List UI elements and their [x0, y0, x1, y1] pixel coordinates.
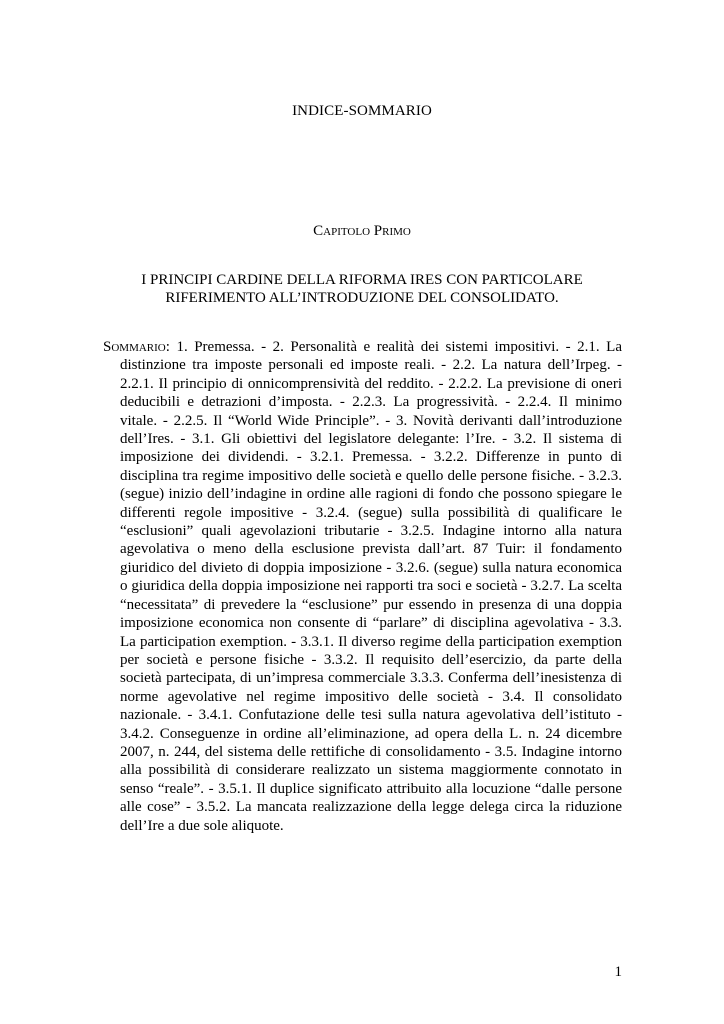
page-number: 1: [614, 964, 622, 980]
chapter-title-line-1: I PRINCIPI CARDINE DELLA RIFORMA IRES CON PARTICOLARE: [141, 272, 583, 288]
summary-text: 1. Premessa. - 2. Personalità e realità dei sistemi impositivi. - 2.1. La distinzione tra imposte personali ed imposte reali. - 2.2. La natura dell’Irpeg. - 2.2.1. Il principio di onnicomprensività del reddito. - 2.2.2. La previsione di oneri deducibili e detrazioni d’imposta. - 2.2.3. La progressività. - 2.2.4. Il minimo vitale. - 2.2.5. Il “World Wide Principle”. - 3. Novità derivanti dall’introduzione dell’Ires. - 3.1. Gli obiettivi del legislatore delegante: l’Ire. - 3.2. Il sistema di imposizione dei dividendi. - 3.2.1. Premessa. - 3.2.2. Differenze in punto di disciplina tra regime impositivo delle società e quello delle persone fisiche. - 3.2.3. (segue) inizio dell’indagine in ordine alle ragioni di fondo che possono spiegare le differenti regole impositive - 3.2.4. (segue) sulla possibilità di qualificare le “esclusioni” quali agevolazioni tributarie - 3.2.5. Indagine intorno alla natura agevolativa o meno della esclusione prevista dall’art. 87 Tuir: il fondamento giuridico del divieto di doppia imposizione - 3.2.6. (segue) sulla natura economica o giuridica della doppia imposizione nei rapporti tra soci e società - 3.2.7. La scelta “necessitata” di prevedere la “esclusione” pur essendo in presenza di una doppia imposizione economica non consente di “parlare” di disciplina agevolativa - 3.3. La participation exemption. - 3.3.1. Il diverso regime della participation exemption per società e persone fisiche - 3.3.2. Il requisito dell’esercizio, da parte della società partecipata, di un’impresa commerciale 3.3.3. Conferma dell’inesistenza di norme agevolative nel regime impositivo delle società - 3.4. Il consolidato nazionale. - 3.4.1. Confutazione delle tesi sulla natura agevolativa dell’istituto - 3.4.2. Conseguenze in ordine all’eliminazione, ad opera della L. n. 24 dicembre 2007, n. 244, del sistema delle rettifiche di consolidamento - 3.5. Indagine intorno alla possibilità di considerare realizzato un sistema maggiormente connotato in senso “reale”. - 3.5.1. Il duplice significato attribuito alla locuzione “dalle persone alle cose” - 3.5.2. La mancata realizzazione della legge delega circa la riduzione dell’Ire a due sole aliquote.: [120, 339, 622, 834]
summary-colon: :: [165, 339, 177, 355]
summary-label: Sommario: [103, 339, 166, 355]
summary-paragraph: [103, 338, 622, 835]
chapter-title: [100, 271, 624, 307]
document-title: INDICE-SOMMARIO: [292, 103, 432, 119]
chapter-title-line-2: RIFERIMENTO ALL’INTRODUZIONE DEL CONSOLIDATO.: [165, 290, 559, 306]
chapter-heading: Capitolo Primo: [313, 223, 411, 239]
